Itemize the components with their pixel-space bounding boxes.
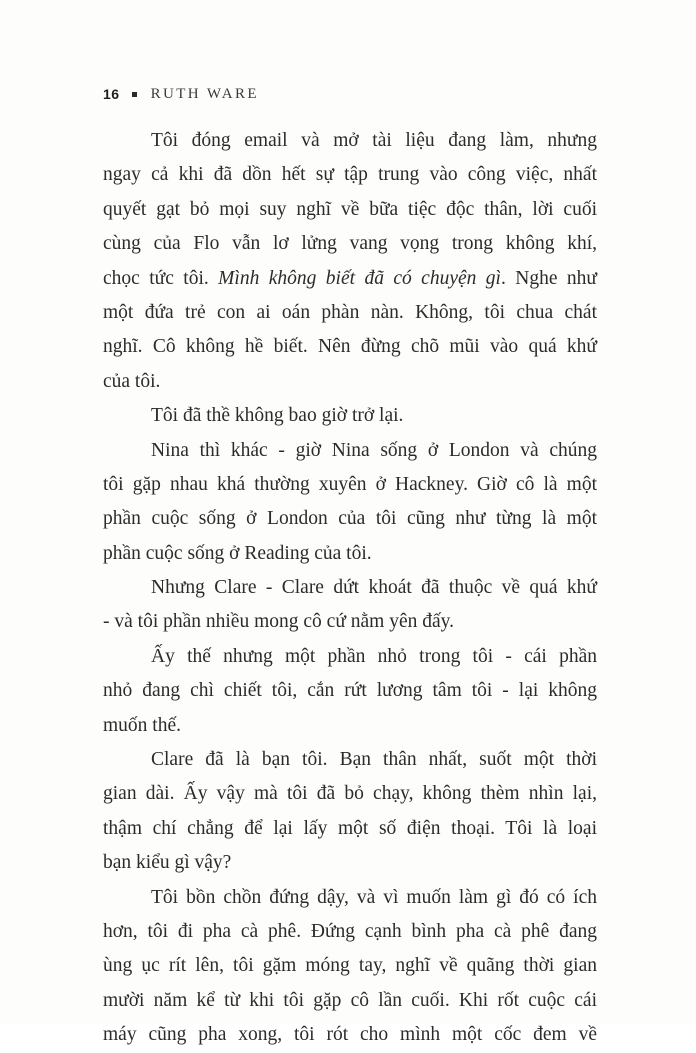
text-line: của tôi. (103, 370, 161, 392)
text-line: nhỏ đang chì chiết tôi, cắn rứt lương tâm tôi - lại không (103, 680, 597, 702)
text-line: phần cuộc sống ở Reading của tôi. (103, 542, 372, 564)
text-line: tôi gặp nhau khá thường xuyên ở Hackney. Giờ cô là một (103, 473, 597, 495)
square-bullet-icon (132, 92, 137, 97)
text-line: một đứa trẻ con ai oán phàn nàn. Không, tôi chua chát (103, 301, 597, 323)
text-line: phần cuộc sống ở London của tôi cũng như từng là một (103, 508, 597, 530)
text-line: Clare đã là bạn tôi. Bạn thân nhất, suốt một thời (151, 749, 597, 771)
text-line: gian dài. Ấy vậy mà tôi đã bỏ chạy, không thèm nhìn lại, (103, 783, 597, 805)
text-line: muốn thế. (103, 714, 181, 736)
text-line: ùng ục rít lên, tôi gặm móng tay, nghĩ về quãng thời gian (103, 955, 597, 977)
text-line: Tôi đóng email và mở tài liệu đang làm, nhưng (151, 130, 597, 151)
text-line-with-italic (103, 262, 597, 296)
text-line: quyết gạt bỏ mọi suy nghĩ về bữa tiệc độc thân, lời cuối (103, 198, 597, 220)
running-header (103, 84, 259, 104)
text-line: Tôi bồn chồn đứng dậy, và vì muốn làm gì đó có ích (151, 886, 597, 908)
text-run: chọc tức tôi. (103, 267, 219, 289)
page-number: 16 (103, 86, 120, 102)
text-run: . Nghe như (500, 267, 597, 289)
text-line: thậm chí chẳng để lại lấy một số điện thoại. Tôi là loại (103, 817, 597, 839)
text-line: mười năm kể từ khi tôi gặp cô lần cuối. Khi rốt cuộc cái (103, 989, 597, 1011)
text-line: - và tôi phần nhiều mong cô cứ nằm yên đấy. (103, 611, 454, 633)
text-line: bạn kiểu gì vậy? (103, 852, 232, 874)
text-line: Nhưng Clare - Clare dứt khoát đã thuộc về quá khứ (151, 577, 597, 599)
author-name: RUTH WARE (150, 85, 259, 102)
text-line: Nina thì khác - giờ Nina sống ở London và chúng (151, 439, 597, 461)
text-line: cùng của Flo vẫn lơ lửng vang vọng trong không khí, (103, 233, 597, 255)
text-line: nghĩ. Cô không hề biết. Nên đừng chõ mũi vào quá khứ (103, 336, 597, 358)
text-line: hơn, tôi đi pha cà phê. Đứng cạnh bình pha cà phê đang (103, 920, 597, 942)
text-line: Tôi đã thề không bao giờ trở lại. (151, 405, 404, 427)
text-line: Ấy thế nhưng một phần nhỏ trong tôi - cái phần (151, 645, 597, 667)
body-text (103, 124, 597, 1053)
text-line: máy cũng pha xong, tôi rót cho mình một cốc đem về (103, 1024, 597, 1046)
italic-quote: Mình không biết đã có chuyện gì (218, 267, 501, 289)
text-line: ngay cả khi đã dồn hết sự tập trung vào công việc, nhất (103, 164, 597, 186)
